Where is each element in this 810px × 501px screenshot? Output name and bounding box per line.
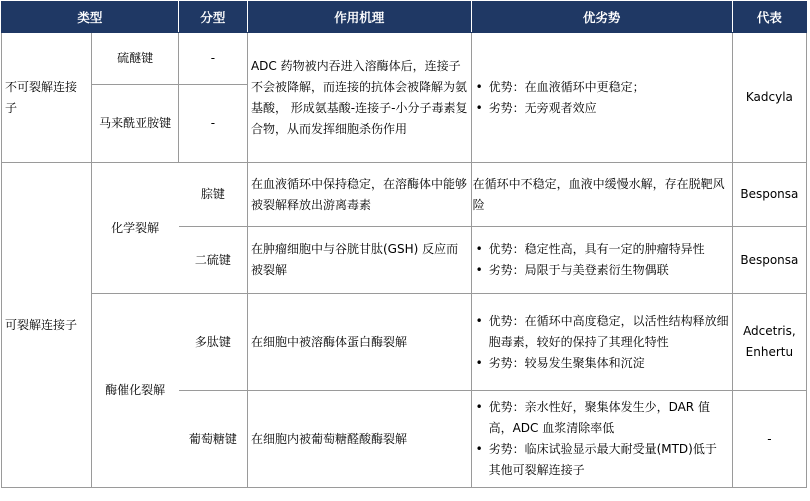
- rep-line: Adcetris,: [743, 324, 796, 338]
- header-mechanism: 作用机理: [247, 2, 471, 33]
- rep-peptide: [732, 294, 806, 391]
- pros-cons-non-cleavable: [471, 33, 732, 163]
- subtype-dash: -: [178, 85, 247, 163]
- header-representative: 代表: [732, 2, 806, 33]
- mechanism-disulfide: 在肿瘤细胞中与谷胱甘肽(GSH) 反应而被裂解: [247, 227, 471, 294]
- category-chemical: 化学裂解: [92, 163, 178, 294]
- type-non-cleavable: 不可裂解连接子: [2, 33, 92, 163]
- rep-hydrazone: Besponsa: [732, 163, 806, 227]
- subtype-thioether: 硫醚键: [92, 33, 178, 85]
- table-row: [2, 163, 807, 227]
- list-item: • 优势：稳定性高，具有一定的肿瘤特异性: [475, 239, 729, 260]
- header-subtype: 分型: [178, 2, 247, 33]
- list-item: • 劣势：局限于与美登素衍生物偶联: [475, 260, 729, 281]
- mechanism-peptide: 在细胞中被溶酶体蛋白酶裂解: [247, 294, 471, 391]
- pros-cons-glucuronide: [471, 391, 732, 488]
- rep-glucuronide: -: [732, 391, 806, 488]
- type-cleavable: 可裂解连接子: [2, 163, 92, 488]
- pros-cons-peptide: [471, 294, 732, 391]
- table-row: [2, 33, 807, 85]
- table-row: [2, 294, 807, 391]
- header-type: 类型: [2, 2, 179, 33]
- header-row: [2, 2, 807, 33]
- list-item: • 优势：在血液循环中更稳定；: [475, 77, 729, 98]
- subtype-glucuronide: 葡萄糖键: [178, 391, 247, 488]
- mechanism-hydrazone: 在血液循环中保持稳定，在溶酶体中能够被裂解释放出游离毒素: [247, 163, 471, 227]
- pros-cons-hydrazone: 在循环中不稳定，血液中缓慢水解，存在脱靶风险: [471, 163, 732, 227]
- rep-non-cleavable: Kadcyla: [732, 33, 806, 163]
- list-item: • 劣势：临床试验显示最大耐受量(MTD)低于其他可裂解连接子: [475, 439, 729, 481]
- list-item: • 劣势：较易发生聚集体和沉淀: [475, 353, 729, 374]
- subtype-dash: -: [178, 33, 247, 85]
- rep-line: Enhertu: [745, 345, 794, 359]
- rep-disulfide: Besponsa: [732, 227, 806, 294]
- subtype-maleimide: 马来酰亚胺键: [92, 85, 178, 163]
- header-pros-cons: 优劣势: [471, 2, 732, 33]
- pros-cons-disulfide: [471, 227, 732, 294]
- list-item: • 优势：在循环中高度稳定，以活性结构释放细胞毒素，较好的保持了其理化特性: [475, 311, 729, 353]
- list-item: • 劣势：无旁观者效应: [475, 98, 729, 119]
- category-enzymatic: 酶催化裂解: [92, 294, 178, 488]
- list-item: • 优势：亲水性好，聚集体发生少，DAR 值高，ADC 血浆清除率低: [475, 397, 729, 439]
- subtype-hydrazone: 腙键: [178, 163, 247, 227]
- mechanism-non-cleavable: ADC 药物被内吞进入溶酶体后，连接子不会被降解，而连接的抗体会被降解为氨基酸， 形成氨基酸-连接子-小分子毒素复合物，从而发挥细胞杀伤作用: [247, 33, 471, 163]
- mechanism-glucuronide: 在细胞内被葡萄糖醛酸酶裂解: [247, 391, 471, 488]
- subtype-disulfide: 二硫键: [178, 227, 247, 294]
- subtype-peptide: 多肽键: [178, 294, 247, 391]
- linker-comparison-table: [1, 1, 807, 488]
- linker-table-container: [1, 1, 807, 488]
